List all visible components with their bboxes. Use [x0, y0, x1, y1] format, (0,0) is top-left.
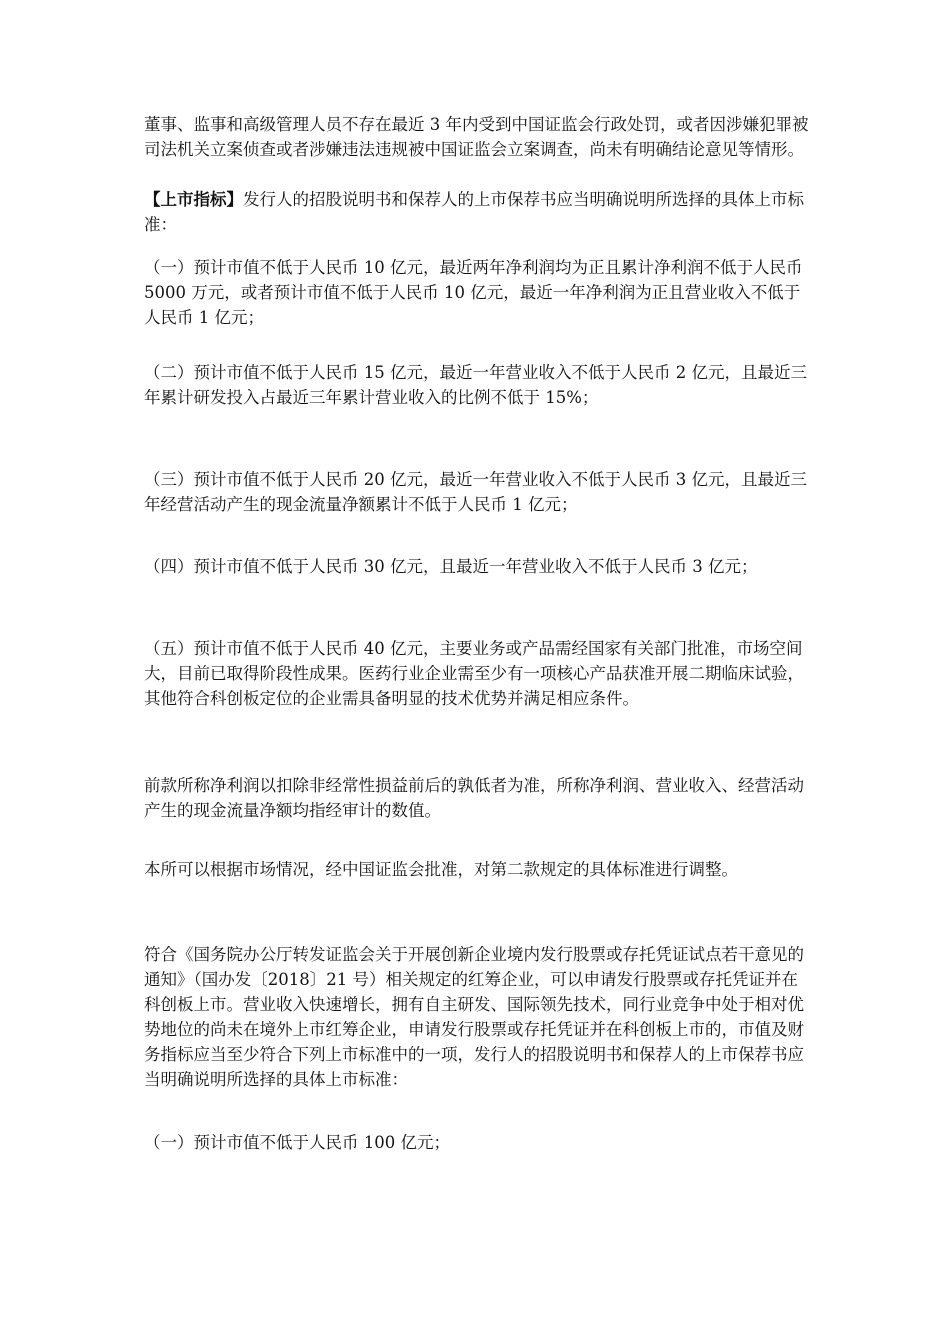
- listing-indicators-heading: 【上市指标】: [144, 190, 243, 209]
- paragraph-adjustment: 本所可以根据市场情况，经中国证监会批准，对第二款规定的具体标准进行调整。: [144, 860, 738, 879]
- red-chip-item-1: （一）预计市值不低于人民币 100 亿元；: [144, 1133, 450, 1152]
- standard-item-1: （一）预计市值不低于人民币 10 亿元，最近两年净利润均为正且累计净利润不低于人民币 5000 万元，或者预计市值不低于人民币 10 亿元，最近一年净利润为正且营业收入不低于人民币 1 亿元；: [144, 258, 803, 327]
- standard-item-5: （五）预计市值不低于人民币 40 亿元，主要业务或产品需经国家有关部门批准，市场空间大，目前已取得阶段性成果。医药行业企业需至少有一项核心产品获准开展二期临床试验，其他符合科创板定位的企业需具备明显的技术优势并满足相应条件。: [144, 639, 804, 708]
- standard-item-3: （三）预计市值不低于人民币 20 亿元，最近一年营业收入不低于人民币 3 亿元，且最近三年经营活动产生的现金流量净额累计不低于人民币 1 亿元；: [144, 470, 807, 514]
- paragraph-listing-indicators: [144, 187, 814, 237]
- standard-item-4: （四）预计市值不低于人民币 30 亿元，且最近一年营业收入不低于人民币 3 亿元；: [144, 557, 758, 576]
- paragraph-directors-conditions: 董事、监事和高级管理人员不存在最近 3 年内受到中国证监会行政处罚，或者因涉嫌犯罪被司法机关立案侦查或者涉嫌违法违规被中国证监会立案调查，尚未有明确结论意见等情形。: [144, 115, 809, 159]
- listing-indicators-text: 发行人的招股说明书和保荐人的上市保荐书应当明确说明所选择的具体上市标准：: [144, 190, 804, 234]
- paragraph-net-profit-definition: 前款所称净利润以扣除非经常性损益前后的孰低者为准，所称净利润、营业收入、经营活动产生的现金流量净额均指经审计的数值。: [144, 776, 804, 820]
- standard-item-2: （二）预计市值不低于人民币 15 亿元，最近一年营业收入不低于人民币 2 亿元，且最近三年累计研发投入占最近三年累计营业收入的比例不低于 15%；: [144, 363, 807, 407]
- paragraph-red-chip-enterprises: 符合《国务院办公厅转发证监会关于开展创新企业境内发行股票或存托凭证试点若干意见的通知》（国办发〔2018〕21 号）相关规定的红筹企业，可以申请发行股票或存托凭证并在科创板上市。营业收入快速增长，拥有自主研发、国际领先技术，同行业竞争中处于相对优势地位的尚未在境外上市红筹企业，申请发行股票或存托凭证并在科创板上市的，市值及财务指标应当至少符合下列上市标准中的一项，发行人的招股说明书和保荐人的上市保荐书应当明确说明所选择的具体上市标准：: [144, 945, 804, 1089]
